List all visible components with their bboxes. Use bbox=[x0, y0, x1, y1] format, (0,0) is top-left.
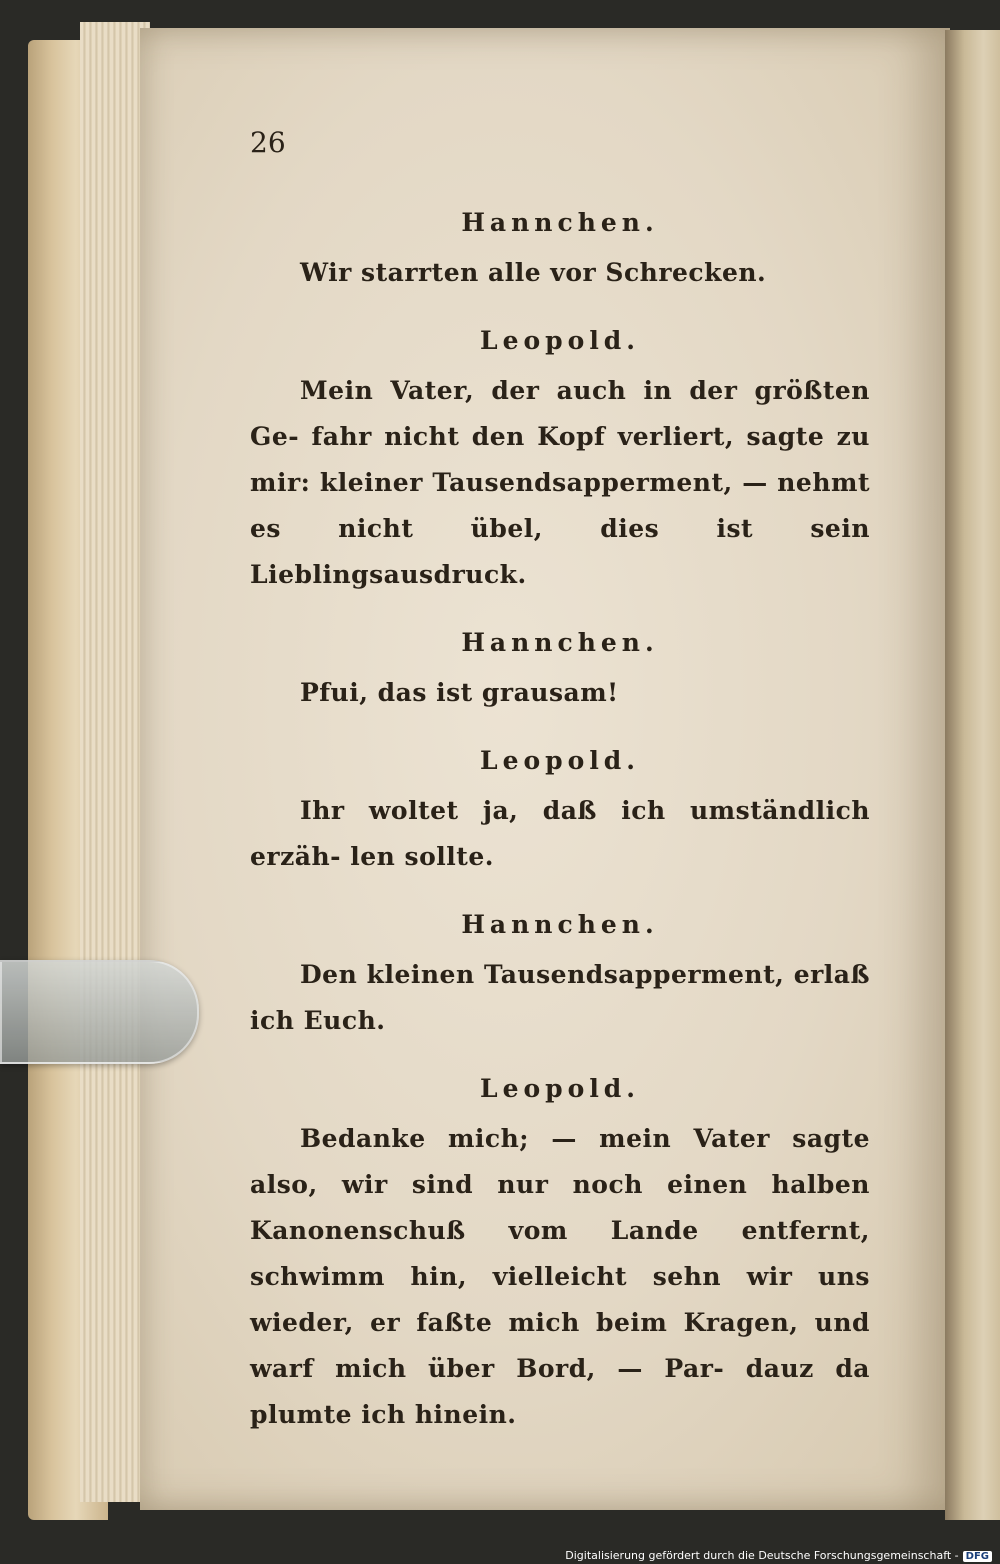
speech-line: Bedanke mich; — mein Vater sagte also, bbox=[250, 1124, 870, 1199]
footer-text: Digitalisierung gefördert durch die Deutsche Forschungsgemeinschaft - bbox=[565, 1549, 959, 1562]
speech-text bbox=[250, 788, 870, 880]
speech-line: len sollte. bbox=[350, 842, 494, 871]
speech-line: Euch. bbox=[303, 1006, 386, 1035]
speech-text bbox=[250, 1116, 870, 1438]
speaker-name: Leopold. bbox=[480, 326, 640, 355]
speech-line: Pfui, das ist grausam! bbox=[300, 678, 619, 707]
speech-line: übel, dies ist sein Lieblingsausdruck. bbox=[250, 514, 870, 589]
speaker-name: Hannchen. bbox=[461, 628, 659, 657]
speaker-name: Hannchen. bbox=[461, 208, 659, 237]
speaker-name: Leopold. bbox=[480, 1074, 640, 1103]
speech-line: dauz da plumte ich hinein. bbox=[250, 1354, 870, 1429]
page-holder-clip bbox=[0, 960, 199, 1064]
footer-credit bbox=[565, 1549, 992, 1562]
page-number: 26 bbox=[250, 126, 286, 159]
page-text bbox=[250, 120, 870, 1438]
speech-line: sehn wir uns wieder, er faßte mich beim bbox=[250, 1262, 870, 1337]
speech-line: fahr nicht den Kopf verliert, sagte zu mir: bbox=[250, 422, 870, 497]
facing-page-edge bbox=[945, 30, 1000, 1520]
speech-line: kleiner Tausendsapperment, — nehmt es nicht bbox=[250, 468, 870, 543]
speech-text bbox=[250, 952, 870, 1044]
speech-text bbox=[250, 368, 870, 598]
dfg-logo: DFG bbox=[963, 1551, 992, 1562]
speech-line: Ihr woltet ja, daß ich umständlich erzäh- bbox=[250, 796, 870, 871]
speech-line: Den kleinen Tausendsapperment, erlaß ich bbox=[250, 960, 870, 1035]
speaker-name: Leopold. bbox=[480, 746, 640, 775]
speech-line: Kragen, und warf mich über Bord, — Par- bbox=[250, 1308, 871, 1383]
speech-line: Mein Vater, der auch in der größten Ge- bbox=[250, 376, 870, 451]
speech-line: vom Lande entfernt, schwimm hin, vielleicht bbox=[250, 1216, 870, 1291]
speaker-name: Hannchen. bbox=[461, 910, 659, 939]
speech-line: Wir starrten alle vor Schrecken. bbox=[300, 258, 767, 287]
speech-line: wir sind nur noch einen halben Kanonenschuß bbox=[250, 1170, 870, 1245]
